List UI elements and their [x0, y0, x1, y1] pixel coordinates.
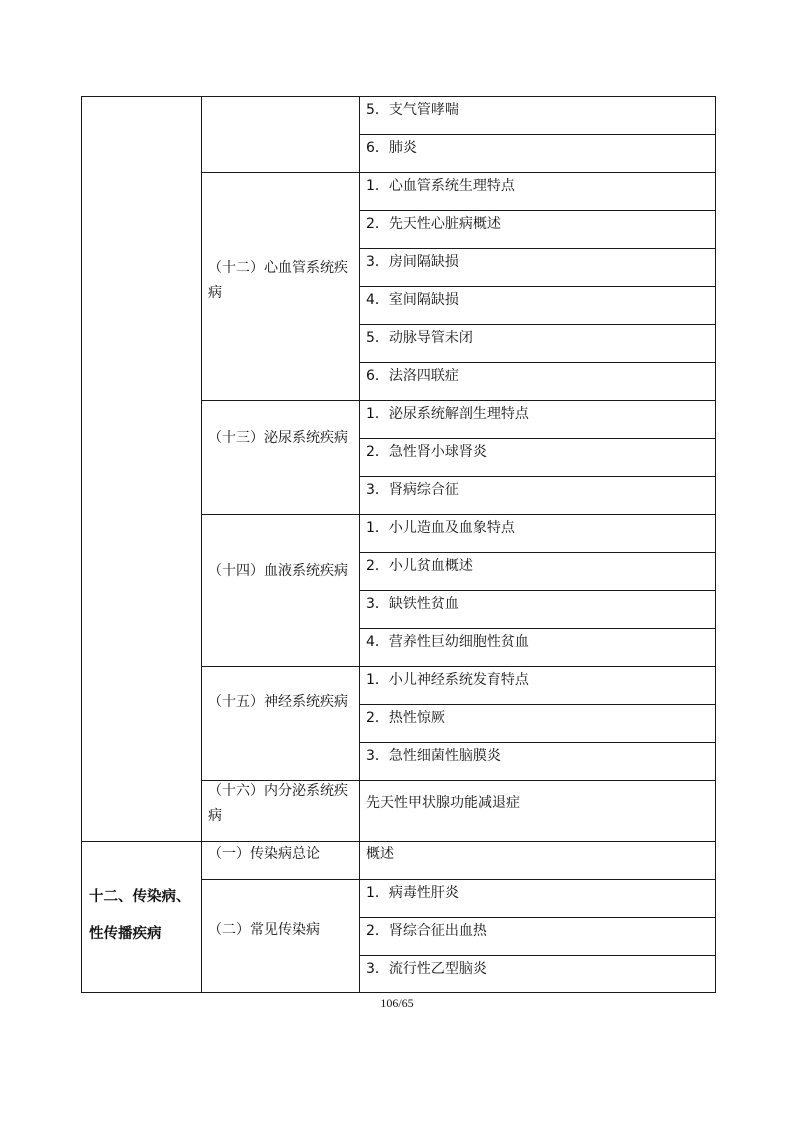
table-left-border — [81, 96, 82, 993]
row-divider — [359, 742, 716, 743]
topic-item: 2．肾综合征出血热 — [366, 923, 487, 939]
row-divider — [359, 917, 716, 918]
category-neurologic: （十五）神经系统疾病 — [208, 694, 348, 710]
row-divider — [359, 552, 716, 553]
topic-item: 5．动脉导管未闭 — [366, 330, 473, 346]
topic-item: 4．营养性巨幼细胞性贫血 — [366, 634, 529, 650]
topic-item: 1．心血管系统生理特点 — [366, 178, 515, 194]
topic-item: 3．肾病综合征 — [366, 482, 459, 498]
topic-item: 3．房间隔缺损 — [366, 254, 459, 270]
row-divider — [359, 248, 716, 249]
topic-item: 2．热性惊厥 — [366, 710, 445, 726]
chapter-divider — [81, 841, 716, 842]
topic-item: 2．先天性心脏病概述 — [366, 216, 501, 232]
topic-item: 4．室间隔缺损 — [366, 292, 459, 308]
category-cardiovascular: （十二）心血管系统疾病 — [208, 260, 348, 301]
topic-item: 1．小儿神经系统发育特点 — [366, 672, 529, 688]
topic-item: 1．小儿造血及血象特点 — [366, 520, 515, 536]
category-common-infectious: （二）常见传染病 — [208, 922, 320, 938]
row-divider — [359, 362, 716, 363]
topic-item: 1．病毒性肝炎 — [366, 885, 459, 901]
section-divider — [201, 514, 716, 515]
page-number: 106/65 — [380, 996, 414, 1010]
column-divider-1 — [201, 96, 202, 993]
topic-item: 5．支气管哮喘 — [366, 102, 459, 118]
chapter-title-line2: 性传播疾病 — [89, 926, 162, 942]
row-divider — [359, 590, 716, 591]
row-divider — [359, 134, 716, 135]
topic-item: 概述 — [366, 846, 394, 862]
row-divider — [359, 955, 716, 956]
category-endocrine: （十六）内分泌系统疾病 — [208, 783, 348, 824]
topic-item: 3．缺铁性贫血 — [366, 596, 459, 612]
section-divider — [201, 879, 716, 880]
category-hematologic: （十四）血液系统疾病 — [208, 563, 348, 579]
topic-item: 3．急性细菌性脑膜炎 — [366, 748, 501, 764]
topic-item: 3．流行性乙型脑炎 — [366, 961, 487, 977]
category-infectious-general: （一）传染病总论 — [208, 846, 320, 862]
topic-item: 先天性甲状腺功能减退症 — [366, 795, 520, 811]
topic-item: 2．小儿贫血概述 — [366, 558, 473, 574]
row-divider — [359, 210, 716, 211]
table-bottom-border — [81, 992, 716, 993]
table-top-border — [81, 96, 716, 97]
row-divider — [359, 324, 716, 325]
section-divider — [201, 172, 716, 173]
chapter-title-line1: 十二、传染病、 — [89, 889, 191, 905]
column-divider-2 — [359, 96, 360, 993]
topic-item: 2．急性肾小球肾炎 — [366, 444, 487, 460]
row-divider — [359, 286, 716, 287]
table-right-border — [715, 96, 716, 993]
row-divider — [359, 476, 716, 477]
section-divider — [201, 400, 716, 401]
row-divider — [359, 628, 716, 629]
row-divider — [359, 438, 716, 439]
section-divider — [201, 666, 716, 667]
topic-item: 6．法洛四联症 — [366, 368, 459, 384]
topic-item: 6．肺炎 — [366, 140, 417, 156]
category-urinary: （十三）泌尿系统疾病 — [208, 430, 348, 446]
topic-item: 1．泌尿系统解剖生理特点 — [366, 406, 529, 422]
row-divider — [359, 704, 716, 705]
